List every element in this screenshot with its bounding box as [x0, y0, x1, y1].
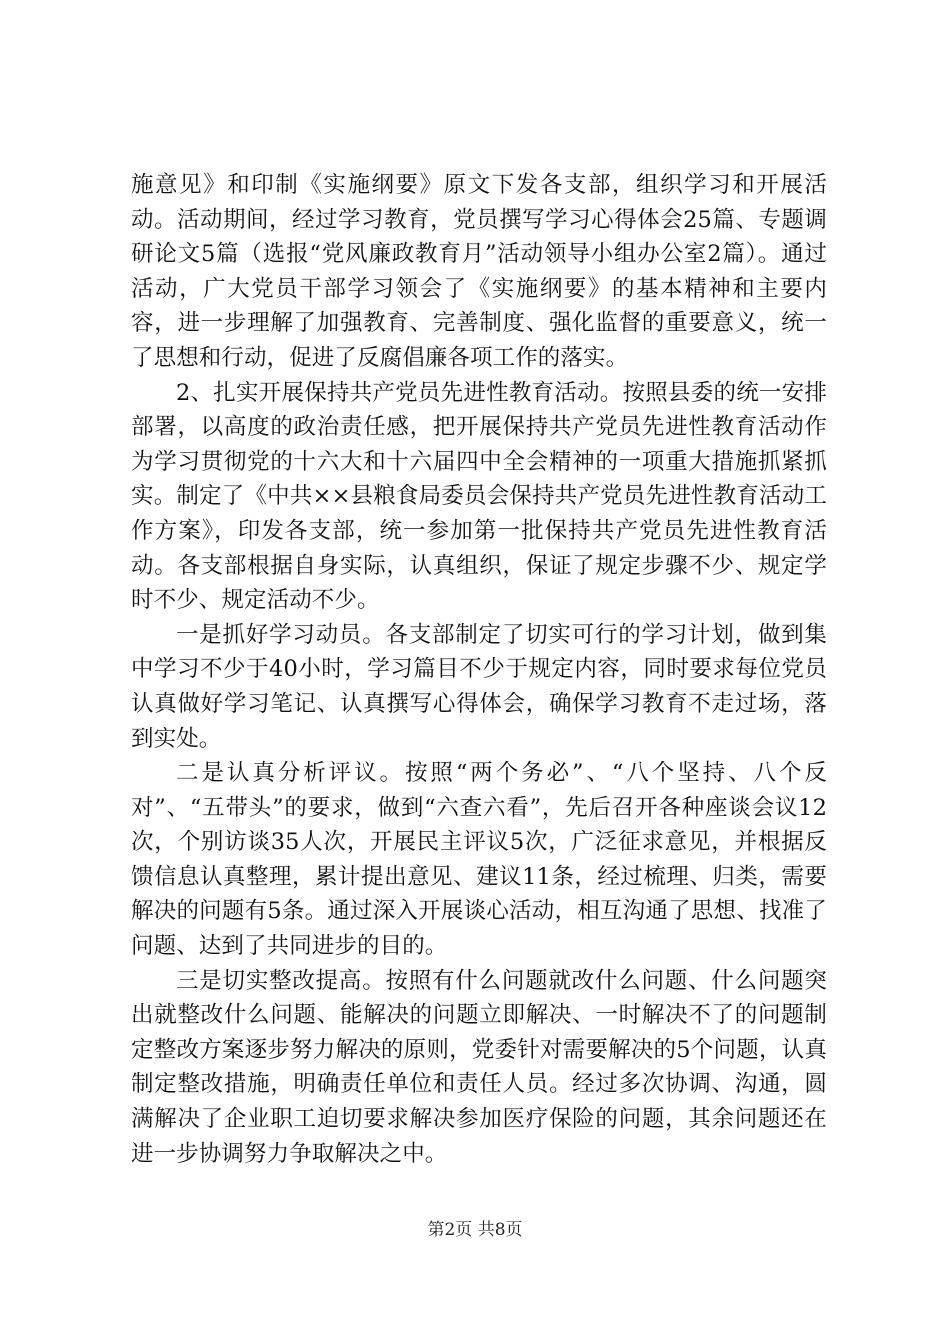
document-body: [131, 168, 827, 1171]
paragraph-5: 三是切实整改提高。按照有什么问题就改什么问题、什么问题突出就整改什么问题、能解决的问题立即解决、一时解决不了的问题制定整改方案逐步努力解决的原则，党委针对需要解决的5个问题，认真制定整改措施，明确责任单位和责任人员。经过多次协调、沟通，圆满解决了企业职工迫切要求解决参加医疗保险的问题，其余问题还在进一步协调努力争取解决之中。: [131, 967, 827, 1167]
paragraph-2: 2、扎实开展保持共产党员先进性教育活动。按照县委的统一安排部署，以高度的政治责任感，把开展保持共产党员先进性教育活动作为学习贯彻党的十六大和十六届四中全会精神的一项重大措施抓紧抓实。制定了《中共××县粮食局委员会保持共产党员先进性教育活动工作方案》，印发各支部，统一参加第一批保持共产党员先进性教育活动。各支部根据自身实际，认真组织，保证了规定步骤不少、规定学时不少、规定活动不少。: [131, 379, 827, 614]
paragraph-3: 一是抓好学习动员。各支部制定了切实可行的学习计划，做到集中学习不少于40小时，学习篇目不少于规定内容，同时要求每位党员认真做好学习笔记、认真撰写心得体会，确保学习教育不走过场，落到实处。: [131, 621, 827, 752]
paragraph-4: 二是认真分析评议。按照“两个务必”、“八个坚持、八个反对”、“五带头”的要求，做到“六查六看”，先后召开各种座谈会议12次，个别访谈35人次，开展民主评议5次，广泛征求意见，并根据反馈信息认真整理，累计提出意见、建议11条，经过梳理、归类，需要解决的问题有5条。通过深入开展谈心活动，相互沟通了思想、找准了问题、达到了共同进步的目的。: [131, 760, 827, 960]
paragraph-1: 施意见》和印制《实施纲要》原文下发各支部，组织学习和开展活动。活动期间，经过学习教育，党员撰写学习心得体会25篇、专题调研论文5篇（选报“党风廉政教育月”活动领导小组办公室2篇）。通过活动，广大党员干部学习领会了《实施纲要》的基本精神和主要内容，进一步理解了加强教育、完善制度、强化监督的重要意义，统一了思想和行动，促进了反腐倡廉各项工作的落实。: [131, 172, 827, 371]
page-number-footer: 第2页 共8页: [427, 1220, 523, 1240]
